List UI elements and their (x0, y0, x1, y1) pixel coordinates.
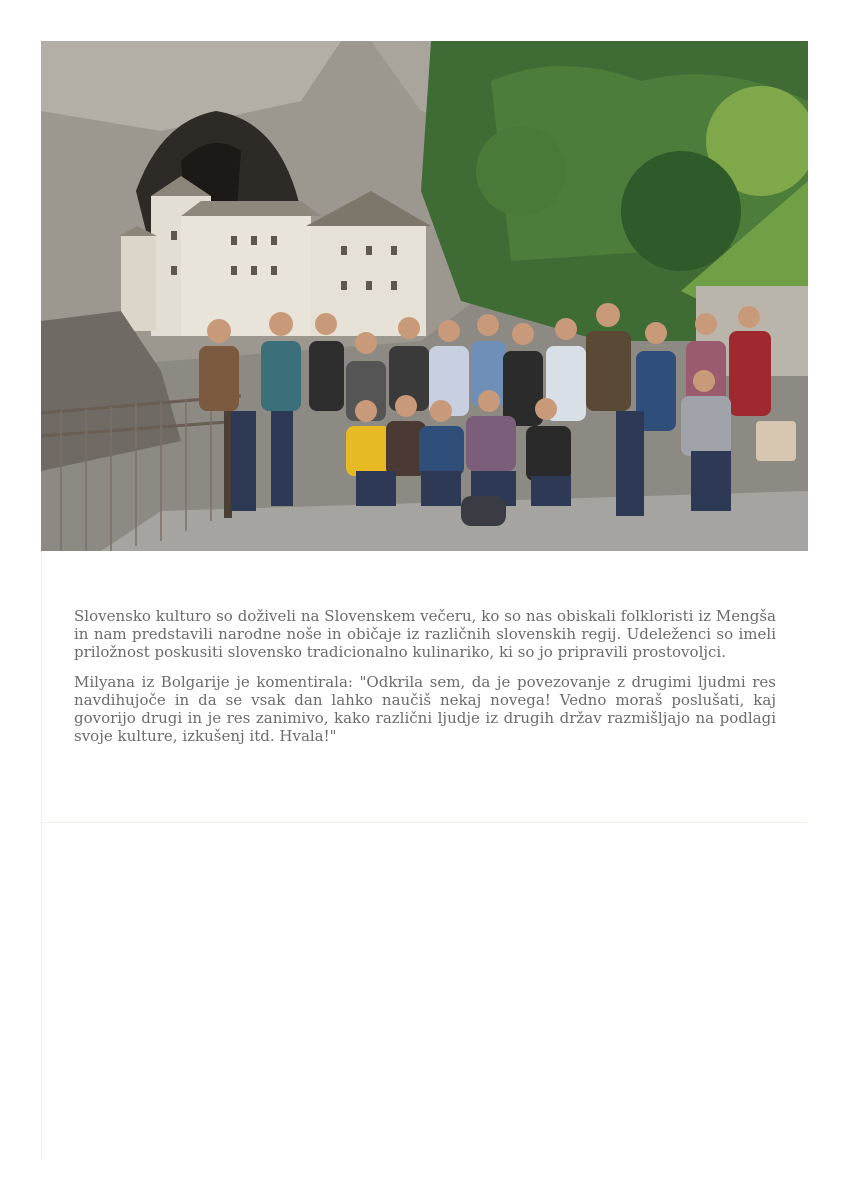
group-photo-icon (41, 41, 808, 551)
article-text (74, 607, 776, 757)
section-divider (41, 822, 808, 823)
paragraph-milyana-quote: Milyana iz Bolgarije je komentirala: "Odkrila sem, da je povezovanje z drugimi ljudmi res navdihujoče in da se vsak dan lahko naučiš nekaj novega! Vedno moraš poslušati, kaj govorijo drugi in je res zanimivo, kako različni ljudje iz drugih držav razmišljajo na podlagi svoje kulture, izkušenj itd. Hvala!" (74, 673, 776, 745)
group-photo (41, 41, 808, 551)
left-margin-line (41, 551, 42, 1160)
paragraph-slovenian-evening: Slovensko kulturo so doživeli na Slovenskem večeru, ko so nas obiskali folkloristi iz Mengša in nam predstavili narodne noše in običaje iz različnih slovenskih regij. Udeleženci so imeli priložnost poskusiti slovensko tradicionalno kulinariko, ki so jo pripravili prostovoljci. (74, 607, 776, 661)
